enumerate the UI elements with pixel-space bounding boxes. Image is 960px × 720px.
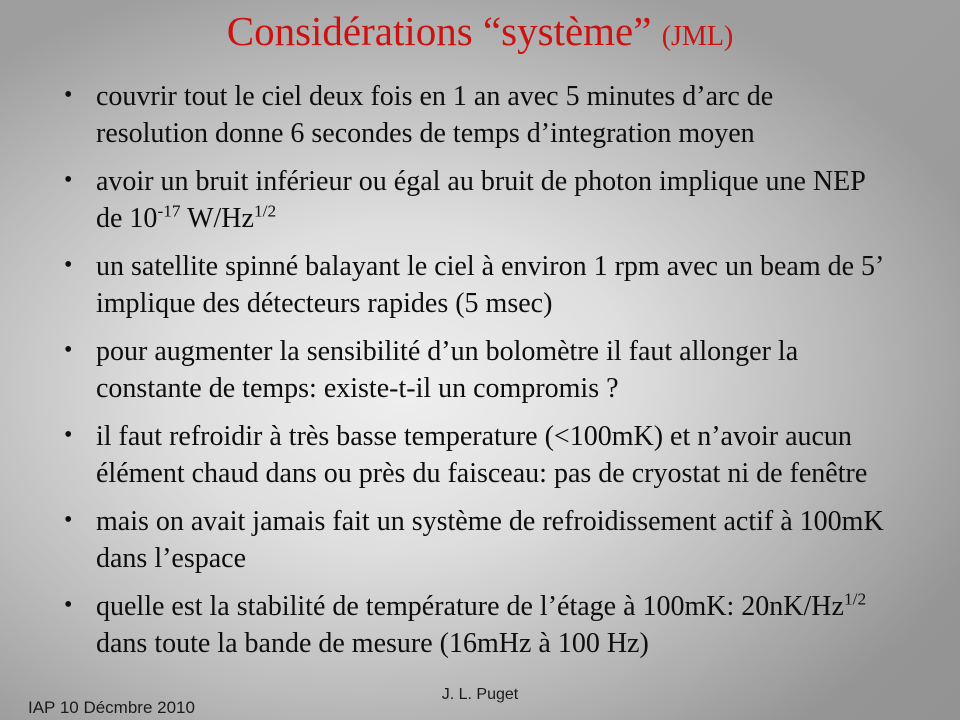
bullet-text: mais on avait jamais fait un système de refroidissement actif à 100mK dans l’espace — [96, 505, 884, 574]
bullet-text: couvrir tout le ciel deux fois en 1 an avec 5 minutes d’arc de resolution donne 6 secondes de temps d’integration moyen — [96, 81, 774, 150]
bullet-text: avoir un bruit inférieur ou égal au bruit de photon implique une NEP de $10^{-17}$ $W/Hz^{1/2}$ — [96, 166, 865, 234]
bullet-icon: • — [64, 336, 73, 363]
bullet-text: il faut refroidir à très basse temperature (<100mK) et n’avoir aucun élément chaud dans ou près du faisceau: pas de cryostat ni de fenêtre — [96, 420, 868, 489]
list-item — [60, 164, 886, 238]
bullet-text: pour augmenter la sensibilité d’un bolomètre il faut allonger la constante de temps: existe-t-il un compromis ? — [96, 335, 799, 404]
slide-title-main: Considérations “système” — [226, 8, 652, 54]
bullet-icon: • — [64, 421, 73, 448]
slide-title — [0, 0, 960, 55]
bullet-text: un satellite spinné balayant le ciel à environ 1 rpm avec un beam de 5’ implique des détecteurs rapides (5 msec) — [96, 250, 883, 319]
list-item — [60, 79, 886, 153]
bullet-icon: • — [64, 167, 73, 194]
list-item — [60, 589, 886, 663]
bullet-icon: • — [64, 82, 73, 109]
list-item — [60, 249, 886, 323]
bullet-text: quelle est la stabilité de température de l’étage à 100mK: $20nK/Hz^{1/2}$ dans toute la bande de mesure (16mHz à 100 Hz) — [96, 589, 867, 659]
footer-author: J. L. Puget — [441, 686, 519, 703]
bullet-list — [0, 79, 960, 662]
bullet-icon: • — [64, 591, 73, 618]
bullet-icon: • — [64, 251, 73, 278]
slide-title-suffix: (JML) — [661, 21, 734, 52]
list-item — [60, 419, 886, 493]
footer-date: IAP 10 Décmbre 2010 — [28, 698, 195, 717]
list-item — [60, 334, 886, 408]
list-item — [60, 504, 886, 578]
bullet-icon: • — [64, 506, 73, 533]
